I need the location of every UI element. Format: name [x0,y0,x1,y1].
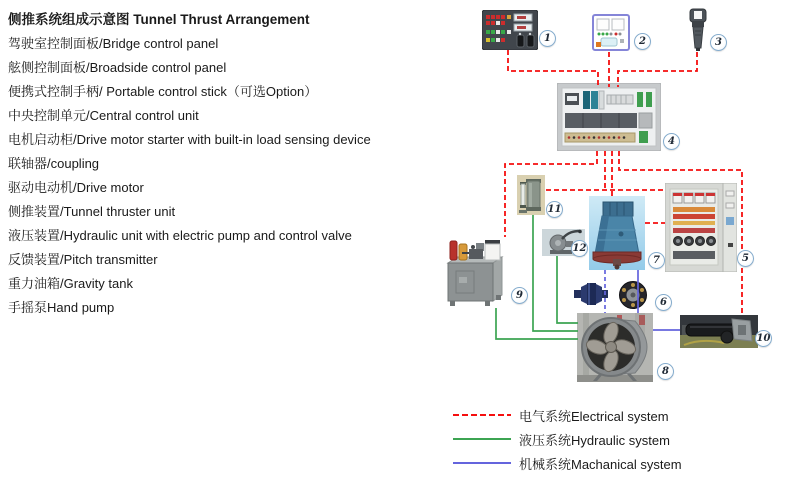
legend-row-mechanical [453,451,682,475]
legend-label-hydraulic: 液压系统Hydraulic system [519,432,670,448]
tunnel-thruster-image [577,313,653,382]
badge-10: 10 [755,330,772,347]
component-label-bridge-panel: 驾驶室控制面板/Bridge control panel [8,36,219,51]
gravity-tank-image [517,175,545,215]
wire-bridge-panel-to-ccu [508,50,598,87]
component-label-gravity-tank: 重力油箱/Gravity tank [8,276,133,291]
component-label-hydraulic-unit: 液压装置/Hydraulic unit with electric pump and control valve [8,228,352,243]
component-label-coupling: 联轴器/coupling [8,156,100,171]
legend-label-electrical: 电气系统Electrical system [519,408,669,424]
electrical-line-sample [453,414,511,416]
wire-stick-to-ccu [618,52,697,87]
component-label-motor-starter: 电机启动柜/Drive motor starter with built-in load sensing device [8,132,371,147]
badge-7: 7 [648,252,665,269]
component-label-broadside-panel: 舷侧控制面板/Broadside control panel [8,60,227,75]
page-title: 侧推系统组成示意图 Tunnel Thrust Arrangement [8,12,310,27]
pipe-hydraulic-unit-to-thruster [496,308,578,339]
component-label-hand-pump: 手摇泵Hand pump [8,300,115,315]
component-label-drive-motor: 驱动电动机/Drive motor [8,180,144,195]
component-list [8,8,468,320]
drive-motor-image [589,196,645,270]
central-control-unit-image [557,83,661,151]
legend-row-electrical [453,403,682,427]
bridge-control-panel-image [482,10,538,50]
mechanical-line-sample [453,462,511,464]
badge-12: 12 [571,240,588,257]
broadside-control-panel-image [592,14,630,51]
badge-4: 4 [663,133,680,150]
component-label-thruster-unit: 侧推装置/Tunnel thruster unit [8,204,176,219]
badge-5: 5 [737,250,754,267]
component-label-central-unit: 中央控制单元/Central control unit [8,108,199,123]
badge-2: 2 [634,33,651,50]
drive-motor-starter-image [665,183,737,272]
legend-row-hydraulic [453,427,682,451]
badge-9: 9 [511,287,528,304]
legend [453,403,682,475]
badge-8: 8 [657,363,674,380]
portable-control-stick-image [688,8,708,52]
hydraulic-unit-image [443,233,508,308]
badge-6: 6 [655,294,672,311]
component-label-portable-stick: 便携式控制手柄/ Portable control stick（可选Option） [8,84,318,99]
pitch-transmitter-image [680,315,758,348]
legend-label-mechanical: 机械系统Machanical system [519,456,682,472]
hydraulic-line-sample [453,438,511,440]
badge-1: 1 [539,30,556,47]
badge-11: 11 [546,201,563,218]
shaft-coupling-image [574,279,608,309]
component-label-pitch-transmitter: 反馈装置/Pitch transmitter [8,252,158,267]
coupling-image [616,277,650,312]
badge-3: 3 [710,34,727,51]
